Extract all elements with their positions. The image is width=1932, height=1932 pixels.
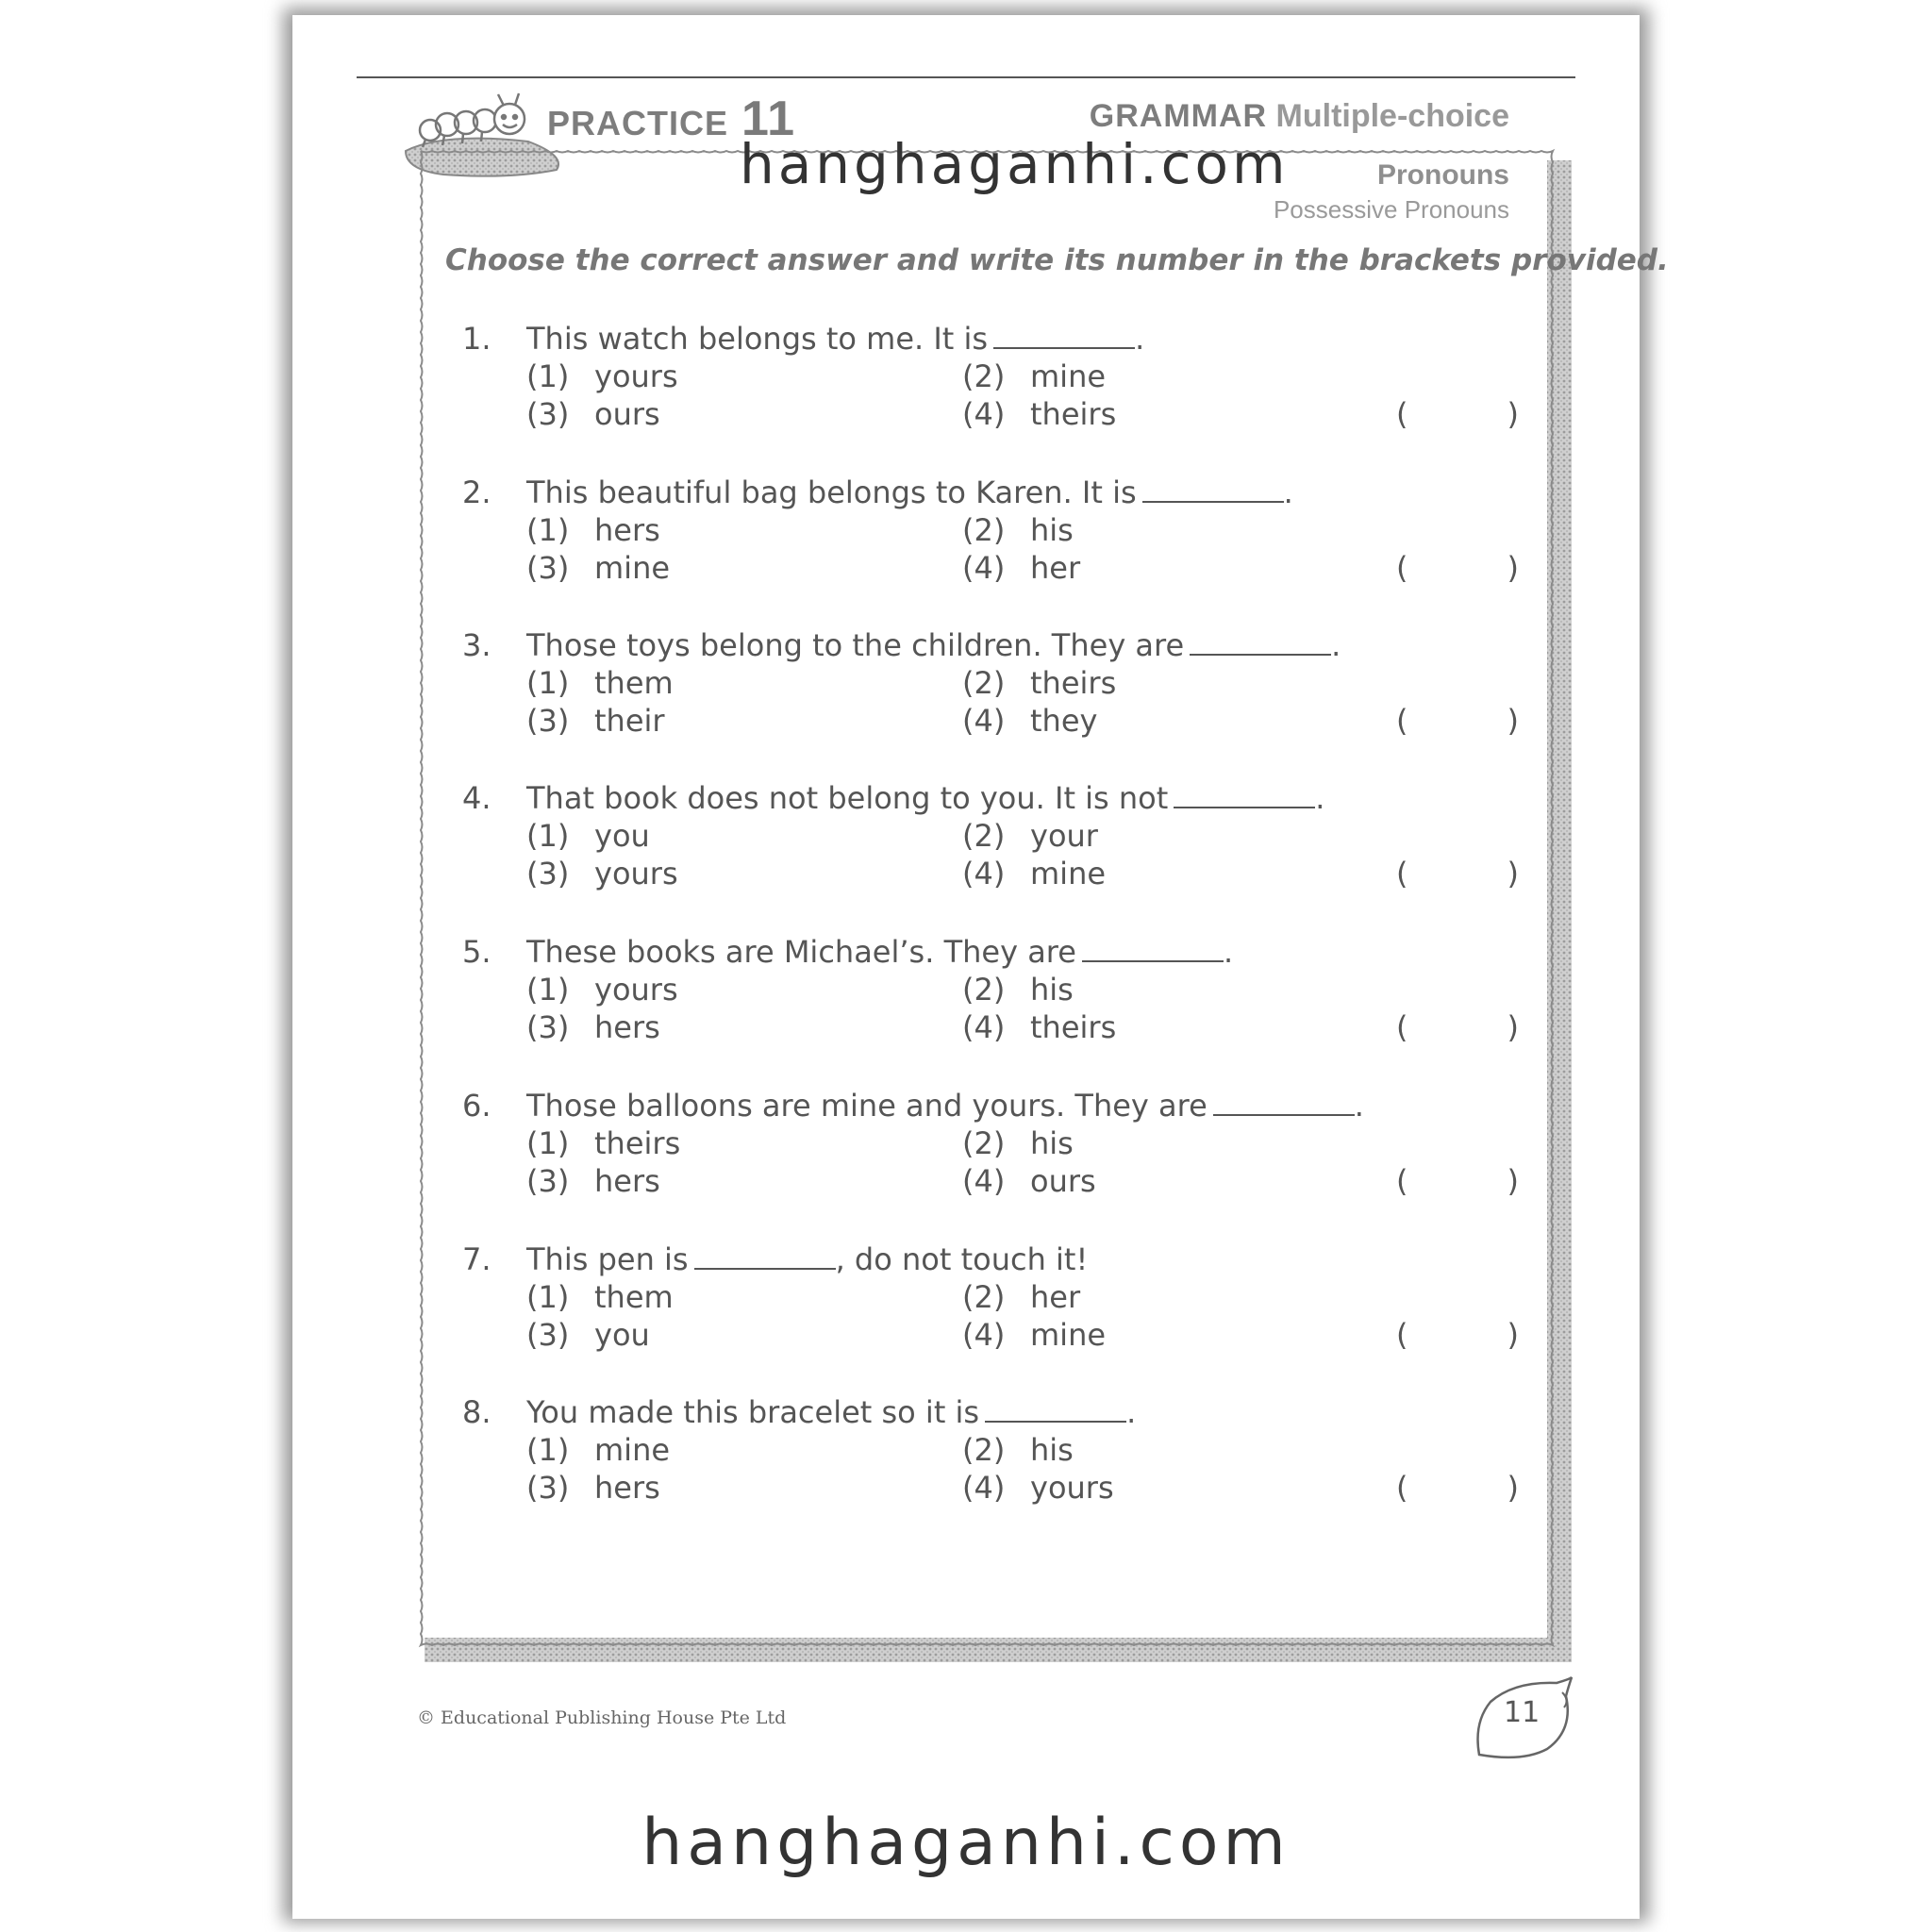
option-1: (1) mine <box>526 1432 671 1468</box>
watermark-top: hanghaganhi.com <box>740 132 1290 196</box>
question-text: This beautiful bag belongs to Karen. It is . <box>526 475 1293 510</box>
question-text: Those balloons are mine and yours. They are . <box>526 1088 1364 1124</box>
question-3: 3. Those toys belong to the children. They are . (1) them (2) theirs (3) their (4) they ( ) <box>462 627 1519 739</box>
option-3: (3) hers <box>526 1009 660 1045</box>
option-3: (3) you <box>526 1317 650 1353</box>
question-number: 7. <box>462 1241 491 1277</box>
option-2: (2) his <box>962 972 1074 1008</box>
question-1: 1. This watch belongs to me. It is . (1) yours (2) mine (3) ours (4) theirs ( ) <box>462 321 1519 432</box>
subtopic-label: Possessive Pronouns <box>1273 195 1509 224</box>
question-text: You made this bracelet so it is . <box>526 1394 1137 1430</box>
question-2: 2. This beautiful bag belongs to Karen. It is . (1) hers (2) his (3) mine (4) her ( ) <box>462 475 1519 586</box>
option-2: (2) his <box>962 1432 1074 1468</box>
option-3: (3) ours <box>526 396 660 432</box>
question-6: 6. Those balloons are mine and yours. They are . (1) theirs (2) his (3) hers (4) ours ( ) <box>462 1088 1519 1199</box>
option-2: (2) your <box>962 818 1098 854</box>
option-3: (3) yours <box>526 856 678 891</box>
question-text: This pen is , do not touch it! <box>526 1241 1089 1277</box>
option-2: (2) his <box>962 1125 1074 1161</box>
option-1: (1) hers <box>526 512 660 548</box>
option-4: (4) mine <box>962 856 1107 891</box>
watermark-bottom: hanghaganhi.com <box>641 1806 1291 1880</box>
answer-blank <box>1190 629 1331 656</box>
question-7: 7. This pen is , do not touch it! (1) them (2) her (3) you (4) mine ( ) <box>462 1241 1519 1353</box>
practice-label: PRACTICE <box>547 104 729 142</box>
question-text: This watch belongs to me. It is . <box>526 321 1145 357</box>
question-number: 8. <box>462 1394 491 1430</box>
question-number: 5. <box>462 934 491 970</box>
question-5: 5. These books are Michael’s. They are . (1) yours (2) his (3) hers (4) theirs ( ) <box>462 934 1519 1045</box>
option-1: (1) theirs <box>526 1125 681 1161</box>
subject-line <box>1090 98 1509 135</box>
option-1: (1) yours <box>526 358 678 394</box>
option-1: (1) them <box>526 665 674 701</box>
question-4: 4. That book does not belong to you. It is not . (1) you (2) your (3) yours (4) mine ( ) <box>462 780 1519 891</box>
option-4: (4) mine <box>962 1317 1107 1353</box>
option-1: (1) them <box>526 1279 674 1315</box>
answer-blank <box>1142 476 1284 503</box>
option-2: (2) theirs <box>962 665 1117 701</box>
option-4: (4) her <box>962 550 1081 586</box>
question-number: 6. <box>462 1088 491 1124</box>
option-4: (4) yours <box>962 1470 1114 1506</box>
question-number: 1. <box>462 321 491 357</box>
option-4: (4) theirs <box>962 396 1117 432</box>
answer-blank <box>1213 1090 1355 1116</box>
option-4: (4) ours <box>962 1163 1096 1199</box>
question-8: 8. You made this bracelet so it is . (1) mine (2) his (3) hers (4) yours ( ) <box>462 1394 1519 1506</box>
question-text: Those toys belong to the children. They are . <box>526 627 1341 663</box>
option-1: (1) you <box>526 818 650 854</box>
topic-label: Pronouns <box>1377 159 1509 191</box>
answer-blank <box>993 323 1135 349</box>
answer-blank <box>1082 936 1224 962</box>
question-number: 2. <box>462 475 491 510</box>
option-4: (4) they <box>962 703 1098 739</box>
option-3: (3) mine <box>526 550 671 586</box>
option-2: (2) mine <box>962 358 1107 394</box>
page-number: 11 <box>1504 1696 1541 1729</box>
option-2: (2) her <box>962 1279 1081 1315</box>
option-4: (4) theirs <box>962 1009 1117 1045</box>
section-label: Multiple-choice <box>1275 98 1509 134</box>
option-1: (1) yours <box>526 972 678 1008</box>
answer-blank <box>985 1396 1126 1423</box>
caterpillar-icon <box>411 92 543 179</box>
question-text: These books are Michael’s. They are . <box>526 934 1234 970</box>
option-3: (3) their <box>526 703 665 739</box>
option-3: (3) hers <box>526 1163 660 1199</box>
answer-blank <box>694 1243 836 1270</box>
subject-label: GRAMMAR <box>1089 98 1268 134</box>
frame-shadow-bottom <box>425 1638 1572 1662</box>
copyright-text: © Educational Publishing House Pte Ltd <box>417 1707 787 1728</box>
option-3: (3) hers <box>526 1470 660 1506</box>
instruction-text: Choose the correct answer and write its number in the brackets provided. <box>445 243 1669 277</box>
question-number: 3. <box>462 627 491 663</box>
question-number: 4. <box>462 780 491 816</box>
practice-number: 11 <box>741 92 795 146</box>
question-text: That book does not belong to you. It is not . <box>526 780 1325 816</box>
option-2: (2) his <box>962 512 1074 548</box>
answer-blank <box>1174 782 1315 808</box>
